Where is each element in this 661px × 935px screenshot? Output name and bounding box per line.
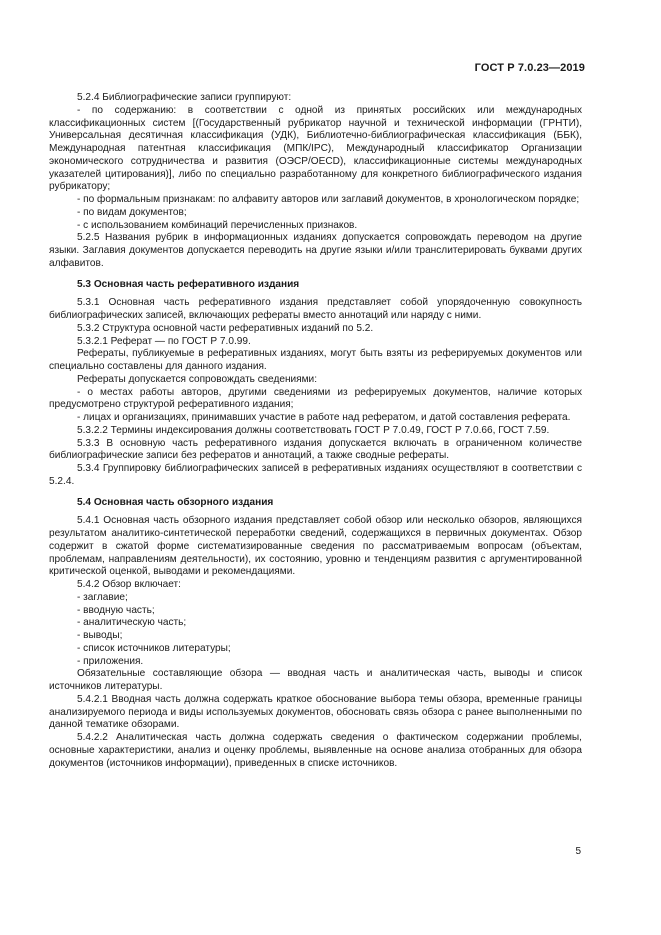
paragraph-5-4-2-1: 5.4.2.1 Вводная часть должна содержать краткое обоснование выбора темы обзора, временные границы анализируемого периода и виды используемых документов, обосновать связь обзора с ранее выполненными по данной тематике обзорами.	[49, 693, 582, 731]
paragraph-5-4-2-2: 5.4.2.2 Аналитическая часть должна содержать сведения о фактическом содержании проблемы, основные характеристики, анализ и оценку проблемы, выявленные на основе анализа отобранных для обзора документов (источников информации), приведенных в списке источников.	[49, 732, 582, 769]
list-item-references: - список источников литературы;	[77, 642, 231, 654]
list-item-intro: - вводную часть;	[77, 604, 155, 616]
paragraph-5-3-4: 5.3.4 Группировку библиографических записей в реферативных изданиях осуществляют в соответствии с 5.2.4.	[49, 463, 582, 487]
paragraph-abstracts-info: Рефераты допускается сопровождать сведениями:	[77, 373, 318, 385]
list-item-by-formal: - по формальным признакам: по алфавиту авторов или заглавий документов, в хронологическом порядке;	[77, 194, 580, 205]
list-item-by-content: - по содержанию: в соответствии с одной из принятых российских или международных классификационных систем [(Государственный рубрикатор научной и технической информации (ГРНТИ), Универсальная десятичная классификация (УДК), Библиотечно-библиографическая классификация (ББК), Международная патентная классификация (МПК/IPC), Международный классификатор Организации экономического сотрудничества и развития (ОЭСР/OECD), классификационные системы международных указателей цитирования)], либо по специально разработанному для конкретного библиографического издания рубрикатору;	[49, 104, 582, 193]
paragraph-abstracts-source: Рефераты, публикуемые в реферативных изданиях, могут быть взяты из реферируемых документов или специально составлены для данного издания.	[49, 348, 582, 372]
paragraph-5-3-2: 5.3.2 Структура основной части реферативных изданий по 5.2.	[77, 322, 374, 334]
list-item-analytical: - аналитическую часть;	[77, 617, 187, 629]
paragraph-5-3-2-2: 5.3.2.2 Термины индексирования должны соответствовать ГОСТ Р 7.0.49, ГОСТ Р 7.0.66, ГОСТ 7.59.	[77, 424, 550, 436]
list-item-authors-work: - о местах работы авторов, другими сведениями из реферируемых документов, наличие которых предусмотрено структурой реферативного издания;	[49, 386, 582, 411]
paragraph-5-3-3: 5.3.3 В основную часть реферативного издания допускается включать в ограниченном количестве библиографические записи без рефератов и аннотаций, а также сводные рефераты.	[49, 437, 582, 462]
paragraph-5-2-4: 5.2.4 Библиографические записи группируют:	[77, 92, 292, 103]
paragraph-5-4-2: 5.4.2 Обзор включает:	[77, 579, 181, 590]
paragraph-mandatory-parts: Обязательные составляющие обзора — вводная часть и аналитическая часть, выводы и список источников литературы.	[49, 668, 582, 692]
list-item-combinations: - с использованием комбинаций перечисленных признаков.	[77, 219, 358, 231]
list-item-conclusions: - выводы;	[77, 630, 123, 641]
paragraph-5-4-1: 5.4.1 Основная часть обзорного издания представляет собой обзор или несколько обзоров, являющихся результатом аналитико-синтетической переработки сведений, содержащихся в первичных документах. Обзор содержит в сжатой форме систематизированные сведения по рассматриваемым вопросам (объектам, проблемам, направлениям деятельности), их состоянию, уровню и тенденциям развития с аргументированной критической оценкой, выводами и рекомендациями.	[49, 515, 582, 578]
list-item-appendices: - приложения.	[77, 655, 144, 667]
list-item-persons-orgs: - лицах и организациях, принимавших участие в работе над рефератом, и датой составления реферата.	[77, 412, 571, 423]
page-number: 5	[575, 846, 581, 857]
section-heading-5-4: 5.4 Основная часть обзорного издания	[77, 496, 274, 508]
paragraph-5-3-1: 5.3.1 Основная часть реферативного издания представляет собой упорядоченную совокупность библиографических записей, включающих рефераты вместо аннотаций или наряду с ними.	[49, 297, 582, 321]
list-item-title: - заглавие;	[77, 591, 128, 603]
document-header-id: ГОСТ Р 7.0.23—2019	[474, 62, 585, 74]
paragraph-5-2-5: 5.2.5 Названия рубрик в информационных изданиях допускается сопровождать переводом на другие языки. Заглавия документов допускается переводить на другие языки и/или транслитерировать буквами других алфавитов.	[49, 232, 582, 269]
paragraph-5-3-2-1: 5.3.2.1 Реферат — по ГОСТ Р 7.0.99.	[77, 335, 251, 347]
list-item-by-doc-type: - по видам документов;	[77, 206, 187, 218]
document-body	[49, 92, 582, 770]
section-heading-5-3: 5.3 Основная часть реферативного издания	[77, 278, 300, 290]
